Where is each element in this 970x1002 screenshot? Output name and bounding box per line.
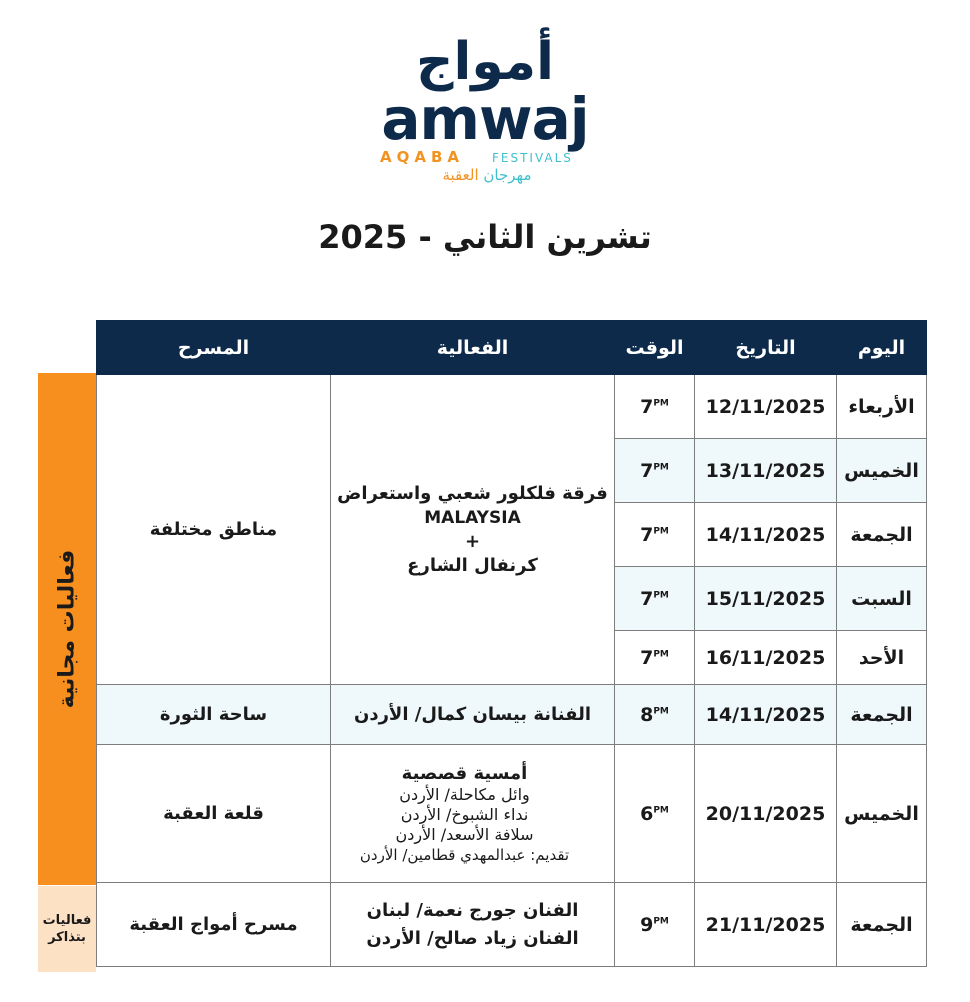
logo-subtitle-part2: العقبة <box>442 166 479 184</box>
day-cell: الأربعاء <box>837 375 927 439</box>
header-time: الوقت <box>615 321 695 375</box>
ticketed-events-label <box>38 886 96 972</box>
time-suffix: PM <box>653 590 669 601</box>
event-participant: نداء الشبوخ/ الأردن <box>400 804 529 824</box>
time-suffix: PM <box>653 706 669 717</box>
time-suffix: PM <box>653 805 669 816</box>
header-event: الفعالية <box>331 321 615 375</box>
date-cell: 15/11/2025 <box>695 567 837 631</box>
table-row <box>97 685 927 745</box>
day-cell: الجمعة <box>837 503 927 567</box>
header-venue: المسرح <box>97 321 331 375</box>
day-cell: الخميس <box>837 439 927 503</box>
time-suffix: PM <box>653 649 669 660</box>
event-line: الفنان زياد صالح/ الأردن <box>366 927 579 949</box>
date-cell: 16/11/2025 <box>695 631 837 685</box>
event-participant: سلافة الأسعد/ الأردن <box>395 824 534 844</box>
time-suffix: PM <box>653 398 669 409</box>
time-suffix: PM <box>653 462 669 473</box>
time-value: 7 <box>640 395 654 418</box>
table-row <box>97 745 927 883</box>
event-line: + <box>464 530 481 552</box>
time-value: 7 <box>640 459 654 482</box>
date-cell: 14/11/2025 <box>695 685 837 745</box>
table-row <box>97 375 927 439</box>
time-cell <box>615 883 695 967</box>
table-header-row <box>97 321 927 375</box>
time-cell <box>615 631 695 685</box>
table-row <box>97 883 927 967</box>
day-cell: الجمعة <box>837 883 927 967</box>
date-cell: 20/11/2025 <box>695 745 837 883</box>
venue-cell: مناطق مختلفة <box>97 375 331 685</box>
day-cell: السبت <box>837 567 927 631</box>
time-suffix: PM <box>653 526 669 537</box>
time-cell <box>615 503 695 567</box>
free-events-label-text: فعاليات مجانية <box>54 549 80 709</box>
time-cell <box>615 567 695 631</box>
event-cell <box>331 375 615 685</box>
time-value: 7 <box>640 523 654 546</box>
event-cell <box>331 745 615 883</box>
free-events-label <box>38 373 96 885</box>
header-day: اليوم <box>837 321 927 375</box>
logo-arabic-subtitle <box>382 166 592 184</box>
day-cell: الخميس <box>837 745 927 883</box>
event-heading: أمسية قصصية <box>401 762 528 784</box>
time-value: 9 <box>640 913 654 936</box>
ticketed-events-label-text: فعاليات بتذاكر <box>42 913 92 945</box>
logo-subtitle-part1: مهرجان <box>483 166 532 184</box>
event-cell <box>331 883 615 967</box>
logo-festivals-text: FESTIVALS <box>492 151 573 165</box>
day-cell: الأحد <box>837 631 927 685</box>
date-cell: 21/11/2025 <box>695 883 837 967</box>
time-value: 7 <box>640 646 654 669</box>
date-cell: 13/11/2025 <box>695 439 837 503</box>
time-value: 6 <box>640 802 654 825</box>
venue-cell: قلعة العقبة <box>97 745 331 883</box>
date-cell: 14/11/2025 <box>695 503 837 567</box>
time-cell <box>615 439 695 503</box>
event-line: الفنان جورج نعمة/ لبنان <box>366 899 579 921</box>
time-cell <box>615 685 695 745</box>
date-cell: 12/11/2025 <box>695 375 837 439</box>
venue-cell: ساحة الثورة <box>97 685 331 745</box>
header-date: التاريخ <box>695 321 837 375</box>
time-suffix: PM <box>653 916 669 927</box>
page-title: تشرين الثاني - 2025 <box>318 218 652 256</box>
time-cell <box>615 745 695 883</box>
event-participant: وائل مكاحلة/ الأردن <box>399 784 530 804</box>
logo-aqaba-text: AQABA <box>380 148 465 166</box>
event-cell: الفنانة بيسان كمال/ الأردن <box>331 685 615 745</box>
amwaj-logo <box>340 14 630 189</box>
time-cell <box>615 375 695 439</box>
schedule-table <box>96 320 927 967</box>
event-presenter: تقديم: عبدالمهدي قطامين/ الأردن <box>359 845 570 864</box>
event-line: كرنفال الشارع <box>407 554 538 576</box>
event-line: فرقة فلكلور شعبي واستعراض <box>337 482 608 504</box>
day-cell: الجمعة <box>837 685 927 745</box>
event-line: MALAYSIA <box>424 507 521 528</box>
logo-arabic-wordmark: أمواج <box>416 32 554 92</box>
logo-latin-wordmark: amwaj <box>381 85 589 153</box>
venue-cell: مسرح أمواج العقبة <box>97 883 331 967</box>
time-value: 8 <box>640 703 654 726</box>
time-value: 7 <box>640 587 654 610</box>
